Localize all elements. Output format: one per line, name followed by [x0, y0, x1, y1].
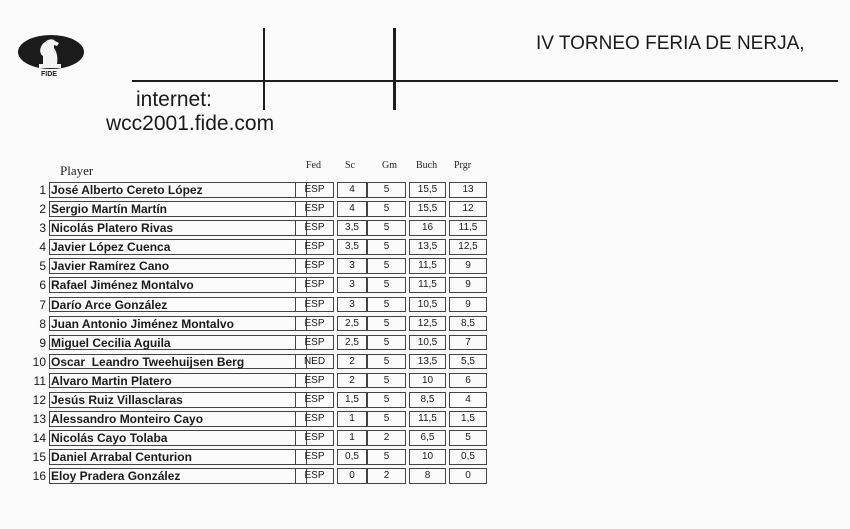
progressive-cell: 12 [449, 201, 487, 217]
progressive-cell: 12,5 [449, 239, 487, 255]
score-cell: 2 [337, 373, 367, 389]
score-cell: 1,5 [337, 392, 367, 408]
table-row [19, 277, 487, 295]
rank-number: 1 [39, 183, 46, 197]
player-name: Alessandro Monteiro Cayo [51, 412, 204, 427]
fide-logo-text: FIDE [41, 71, 57, 78]
rank-number: 15 [32, 450, 46, 465]
games-cell: 5 [367, 201, 406, 217]
buchholz-cell: 11,5 [409, 258, 446, 274]
col-header-gm: Gm [382, 160, 397, 171]
games-cell: 5 [367, 277, 406, 293]
col-header-sc: Sc [345, 160, 355, 171]
score-cell: 2,5 [337, 316, 367, 332]
fide-logo-icon [17, 30, 87, 78]
player-name: Miguel Cecilia Aguila [51, 335, 171, 350]
buchholz-cell: 11,5 [409, 277, 446, 293]
standings-table [19, 182, 487, 488]
table-row [19, 316, 487, 334]
fed-cell: ESP [295, 373, 334, 389]
score-cell: 3 [337, 297, 367, 313]
fed-cell: ESP [295, 335, 334, 351]
progressive-cell: 6 [449, 373, 487, 389]
table-row [19, 239, 487, 257]
score-cell: 3 [337, 258, 367, 274]
player-name: Sergio Martín Martín [51, 202, 168, 217]
col-header-prgr: Prgr [454, 160, 472, 171]
progressive-cell: 11,5 [449, 220, 487, 236]
rank-number: 16 [32, 469, 46, 484]
rank-number: 3 [39, 221, 46, 236]
player-name: José Alberto Cereto López [51, 183, 203, 197]
col-header-player: Player [60, 163, 94, 178]
games-cell: 5 [367, 392, 406, 408]
buchholz-cell: 10,5 [409, 297, 446, 313]
table-row [19, 392, 487, 410]
col-header-fed: Fed [306, 160, 321, 171]
table-row [19, 430, 487, 448]
player-name: Juan Antonio Jiménez Montalvo [51, 316, 234, 331]
fed-cell: ESP [295, 239, 334, 255]
score-cell: 4 [337, 201, 367, 217]
buchholz-cell: 13,5 [409, 239, 446, 255]
player-name: Daniel Arrabal Centurion [51, 450, 192, 465]
progressive-cell: 5 [449, 430, 487, 446]
table-row [19, 411, 487, 429]
table-row [19, 297, 487, 315]
buchholz-cell: 15,5 [409, 182, 446, 198]
games-cell: 2 [367, 468, 406, 484]
rank-number: 13 [32, 412, 46, 427]
fed-cell: ESP [295, 449, 334, 465]
fed-cell: ESP [295, 411, 334, 427]
rank-number: 7 [39, 297, 46, 312]
fed-cell: ESP [295, 316, 334, 332]
player-name: Nicolás Platero Rivas [51, 221, 174, 236]
table-row [19, 335, 487, 353]
player-name: Alvaro Martin Platero [51, 373, 172, 388]
score-cell: 3,5 [337, 239, 367, 255]
buchholz-cell: 10 [409, 449, 446, 465]
col-header-buch: Buch [416, 160, 438, 171]
games-cell: 2 [367, 430, 406, 446]
fed-cell: ESP [295, 277, 334, 293]
player-name: Oscar Leandro Tweehuijsen Berg [51, 354, 245, 369]
games-cell: 5 [367, 449, 406, 465]
buchholz-cell: 11,5 [409, 411, 446, 427]
fed-cell: ESP [295, 220, 334, 236]
score-cell: 2,5 [337, 335, 367, 351]
progressive-cell: 0 [449, 468, 487, 484]
rank-number: 9 [39, 335, 46, 350]
internet-url: wcc2001.fide.com [106, 112, 275, 135]
player-name: Nicolás Cayo Tolaba [51, 431, 168, 446]
rank-number: 5 [39, 259, 46, 274]
player-name: Darío Arce González [51, 297, 168, 312]
player-name: Javier López Cuenca [51, 240, 171, 255]
buchholz-cell: 13,5 [409, 354, 446, 370]
header-divider-1 [263, 28, 265, 110]
table-row [19, 258, 487, 276]
rank-number: 14 [32, 431, 46, 446]
fed-cell: ESP [295, 392, 334, 408]
fed-cell: ESP [295, 468, 334, 484]
fed-cell: ESP [295, 182, 334, 198]
fed-cell: ESP [295, 258, 334, 274]
rank-number: 11 [33, 373, 46, 388]
header-rule [132, 80, 838, 82]
header-divider-2 [393, 28, 396, 110]
table-row [19, 220, 487, 238]
progressive-cell: 0,5 [449, 449, 487, 465]
buchholz-cell: 10,5 [409, 335, 446, 351]
score-cell: 3,5 [337, 220, 367, 236]
games-cell: 5 [367, 411, 406, 427]
score-cell: 0,5 [337, 449, 367, 465]
fed-cell: ESP [295, 430, 334, 446]
fed-cell: NED [295, 354, 334, 370]
table-row [19, 354, 487, 372]
buchholz-cell: 10 [409, 373, 446, 389]
progressive-cell: 9 [449, 277, 487, 293]
progressive-cell: 9 [449, 297, 487, 313]
player-name: Eloy Pradera González [51, 469, 181, 484]
internet-label: internet: [136, 88, 212, 111]
player-name: Rafael Jiménez Montalvo [51, 278, 194, 293]
progressive-cell: 8,5 [449, 316, 487, 332]
buchholz-cell: 8 [409, 468, 446, 484]
table-row [19, 201, 487, 219]
buchholz-cell: 15,5 [409, 201, 446, 217]
score-cell: 1 [337, 411, 367, 427]
player-name: Jesús Ruiz Villasclaras [51, 393, 183, 408]
games-cell: 5 [367, 354, 406, 370]
progressive-cell: 5,5 [449, 354, 487, 370]
rank-number: 12 [32, 393, 46, 408]
page-title: IV TORNEO FERIA DE NERJA, [536, 33, 805, 54]
buchholz-cell: 6,5 [409, 430, 446, 446]
table-row [19, 182, 487, 200]
player-name: Javier Ramírez Cano [51, 259, 170, 274]
table-row [19, 468, 487, 486]
score-cell: 1 [337, 430, 367, 446]
games-cell: 5 [367, 220, 406, 236]
rank-number: 2 [39, 202, 46, 217]
score-cell: 0 [337, 468, 367, 484]
progressive-cell: 9 [449, 258, 487, 274]
buchholz-cell: 8,5 [409, 392, 446, 408]
games-cell: 5 [367, 373, 406, 389]
games-cell: 5 [367, 239, 406, 255]
progressive-cell: 4 [449, 392, 487, 408]
rank-number: 6 [39, 278, 46, 293]
games-cell: 5 [367, 297, 406, 313]
progressive-cell: 7 [449, 335, 487, 351]
score-cell: 4 [337, 182, 367, 198]
score-cell: 2 [337, 354, 367, 370]
progressive-cell: 13 [449, 182, 487, 198]
buchholz-cell: 12,5 [409, 316, 446, 332]
table-row [19, 449, 487, 467]
games-cell: 5 [367, 182, 406, 198]
score-cell: 3 [337, 277, 367, 293]
rank-number: 4 [39, 240, 46, 255]
games-cell: 5 [367, 335, 406, 351]
progressive-cell: 1,5 [449, 411, 487, 427]
games-cell: 5 [367, 258, 406, 274]
fed-cell: ESP [295, 297, 334, 313]
games-cell: 5 [367, 316, 406, 332]
fed-cell: ESP [295, 201, 334, 217]
rank-number: 8 [39, 316, 46, 331]
table-row [19, 373, 487, 391]
buchholz-cell: 16 [409, 220, 446, 236]
rank-number: 10 [32, 354, 46, 369]
